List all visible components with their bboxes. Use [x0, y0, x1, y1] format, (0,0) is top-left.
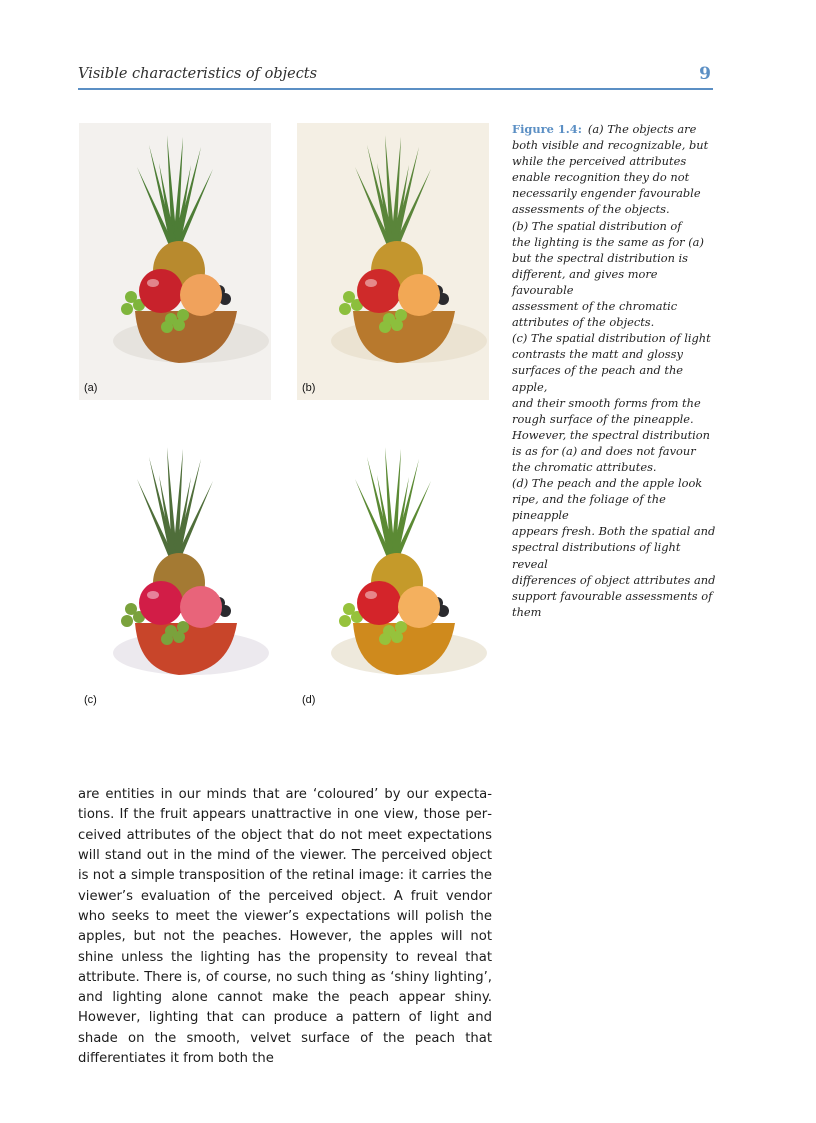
caption-line: both visible and recognizable, but — [512, 138, 709, 153]
caption-line: appears fresh. Both the spatial and — [512, 524, 716, 539]
apple — [357, 269, 401, 313]
peach — [180, 586, 222, 628]
peach — [398, 586, 440, 628]
caption-line: attributes of the objects. — [512, 315, 655, 330]
caption-line: different, and gives more favourable — [512, 266, 658, 297]
caption-line: the chromatic attributes. — [512, 459, 657, 474]
body-paragraph: are entities in our minds that are ‘coloured’ by our expectations. If the fruit appears unattractive in one view, those perceived attributes of the object that do not meet expectations will stand out in the mind of the viewer. The perceived object is not a simple transposition of the retinal image: it carries the viewer’s evaluation of the perceived object. A fruit vendor who seeks to meet the viewer’s expectations will polish the apples, but not the peaches. However, the apples will not shine unless the lighting has the propensity to reveal that attribute. There is, of course, no such thing as ‘shiny lighting’, and lighting alone cannot make the peach appear shiny. However, lighting that can produce a pattern of light and shade on the smooth, velvet surface of the peach that differentiates it from both the — [78, 787, 492, 1067]
grape — [161, 321, 173, 333]
caption-line: while the perceived attributes — [512, 154, 687, 169]
grape — [339, 303, 351, 315]
caption-line: enable recognition they do not — [512, 170, 690, 185]
caption-line: support favourable assessments of — [512, 588, 713, 603]
fruit-bowl-image — [297, 435, 489, 712]
caption-line: and their smooth forms from the — [512, 395, 701, 410]
grape — [121, 303, 133, 315]
caption-line: (d) The peach and the apple look — [512, 476, 703, 491]
caption-line: is as for (a) and does not favour — [512, 443, 696, 458]
grape — [161, 633, 173, 645]
figure-photo-a — [79, 123, 271, 400]
caption-line: ripe, and the foliage of the pineapple — [512, 492, 666, 523]
peach — [180, 274, 222, 316]
apple-highlight — [365, 591, 377, 599]
page-number: 9 — [699, 64, 711, 84]
apple-highlight — [147, 591, 159, 599]
caption-line: them — [512, 604, 542, 619]
peach — [398, 274, 440, 316]
running-title: Visible characteristics of objects — [78, 66, 318, 82]
caption-line: However, the spectral distribution — [512, 427, 710, 442]
apple — [139, 581, 183, 625]
caption-line: contrasts the matt and glossy — [512, 347, 683, 362]
photo-label-b: (b) — [302, 382, 316, 394]
fruit-bowl-image — [297, 123, 489, 400]
fruit-bowl-image — [79, 435, 271, 712]
caption-line: spectral distributions of light reveal — [512, 540, 681, 571]
caption-line: assessment of the chromatic — [512, 299, 678, 314]
caption-line: the lighting is the same as for (a) — [512, 234, 704, 249]
caption-line: but the spectral distribution is — [512, 250, 689, 265]
caption-line: necessarily engender favourable — [512, 186, 701, 201]
grape — [339, 615, 351, 627]
photo-label-d: (d) — [302, 694, 316, 706]
photo-label-a: (a) — [84, 382, 98, 394]
fruit-bowl-image — [79, 123, 271, 400]
figure-label: Figure 1.4: — [512, 122, 582, 136]
caption-line: differences of object attributes and — [512, 572, 716, 587]
apple — [139, 269, 183, 313]
caption-line: (b) The spatial distribution of — [512, 218, 682, 233]
caption-line: surfaces of the peach and the apple, — [512, 363, 684, 394]
caption-line: rough surface of the pineapple. — [512, 411, 694, 426]
running-head — [78, 66, 713, 90]
photo-label-c: (c) — [84, 694, 97, 706]
caption-line: (c) The spatial distribution of light — [512, 331, 711, 346]
apple-highlight — [365, 279, 377, 287]
grape — [121, 615, 133, 627]
figure-caption — [512, 121, 718, 620]
figure-photo-c — [79, 435, 271, 712]
figure-photo-d — [297, 435, 489, 712]
grape — [379, 633, 391, 645]
grape — [379, 321, 391, 333]
apple-highlight — [147, 279, 159, 287]
figure-photo-b — [297, 123, 489, 400]
caption-line: (a) The objects are — [587, 122, 697, 136]
caption-line: assessments of the objects. — [512, 202, 670, 217]
apple — [357, 581, 401, 625]
